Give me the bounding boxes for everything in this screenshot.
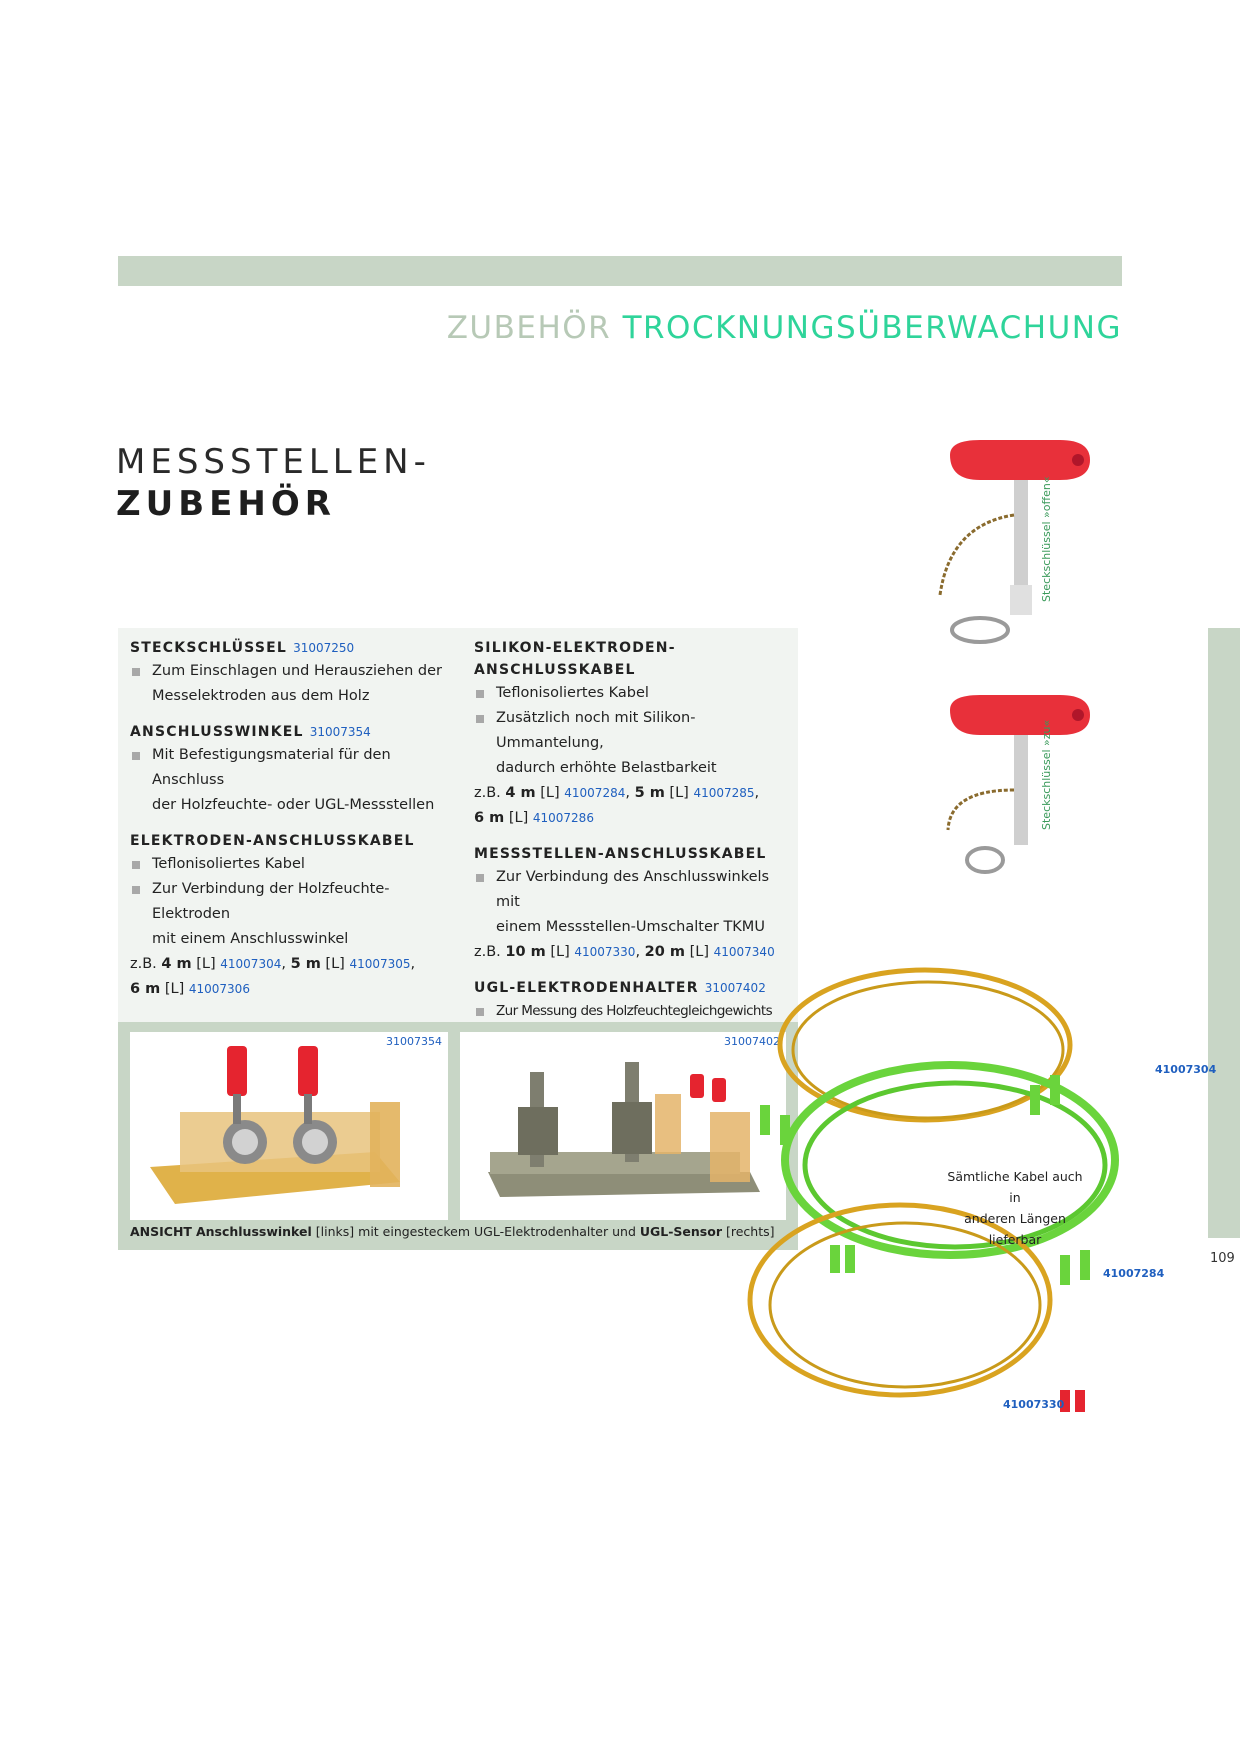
cable-note-line2: anderen Längen lieferbar <box>964 1211 1066 1247</box>
mess-b1b: einem Messstellen-Umschalter TKMU <box>496 919 765 935</box>
silikon-n1: 41007284 <box>564 786 626 800</box>
silikon-l3: 6 m <box>474 810 505 826</box>
silikon-b2b: dadurch erhöhte Belastbarkeit <box>496 760 717 776</box>
steck-b1b: Messelektroden aus dem Holz <box>152 688 370 704</box>
elek-lengths-1: z.B. 4 m [L] 41007304, 5 m [L] 41007305, <box>130 956 416 972</box>
elek-heading: ELEKTRODEN-ANSCHLUSSKABEL <box>130 833 415 849</box>
elek-bullet-2 <box>130 877 450 952</box>
top-band <box>118 256 1122 286</box>
steck-bullet <box>130 659 450 709</box>
mess-u2: [L] <box>689 944 710 960</box>
cable-label-41007284: 41007284 <box>1103 1267 1165 1280</box>
elek-bullet-1: Teflonisoliertes Kabel <box>130 852 450 877</box>
silikon-lengths-1: z.B. 4 m [L] 41007284, 5 m [L] 41007285, <box>474 785 760 801</box>
silikon-bullet-2 <box>474 706 794 781</box>
mess-bullet <box>474 865 794 940</box>
mess-l1: 10 m <box>505 944 546 960</box>
cable-note <box>940 1166 1090 1250</box>
elek-u1: [L] <box>196 956 216 972</box>
mess-b1a: Zur Verbindung des Anschlusswinkels mit <box>496 869 770 910</box>
elek-n1: 41007304 <box>220 957 282 971</box>
winkel-heading <box>130 721 450 743</box>
mess-l2: 20 m <box>644 944 685 960</box>
elek-lengths-2 <box>130 977 450 1002</box>
winkel-b1a: Mit Befestigungsmaterial für den Anschluss <box>152 747 391 788</box>
caption-links: [links] <box>315 1224 355 1239</box>
elek-l3: 6 m <box>130 981 161 997</box>
elek-l1: 4 m <box>161 956 192 972</box>
silikon-zb: z.B. <box>474 785 501 801</box>
silikon-n3: 41007286 <box>532 811 594 825</box>
photo-right-label: 31007402 <box>724 1035 780 1048</box>
winkel-b1b: der Holzfeuchte- oder UGL-Messstellen <box>152 797 435 813</box>
mess-n2: 41007340 <box>713 945 775 959</box>
silikon-b2a: Zusätzlich noch mit Silikon-Ummantelung, <box>496 710 696 751</box>
mess-lengths: z.B. 10 m [L] 41007330, 20 m [L] 41007340 <box>474 944 775 960</box>
steckschluessel-offen-label: Steckschlüssel »offen« <box>1040 476 1053 602</box>
elek-b2a: Zur Verbindung der Holzfeuchte-Elektroden <box>152 881 390 922</box>
ugl-b1a: Zur Messung des Holzfeuchtegleichgewichts <box>496 1003 773 1019</box>
mess-zb: z.B. <box>474 944 501 960</box>
winkel-title: ANSCHLUSSWINKEL <box>130 724 304 740</box>
photo-caption <box>130 1224 775 1239</box>
steck-b1a: Zum Einschlagen und Herausziehen der <box>152 663 442 679</box>
page-title-line1: MESSSTELLEN- <box>116 442 431 482</box>
caption-winkel: Anschlusswinkel <box>195 1224 312 1239</box>
photo-box <box>118 1022 798 1250</box>
silikon-u1: [L] <box>540 785 560 801</box>
silikon-l2: 5 m <box>634 785 665 801</box>
elek-u3: [L] <box>164 981 185 997</box>
silikon-bullet-1: Teflonisoliertes Kabel <box>474 681 794 706</box>
steckschluessel-offen-image <box>920 425 1120 665</box>
section-header <box>447 310 1122 346</box>
silikon-heading: SILIKON-ELEKTRODEN-ANSCHLUSSKABEL <box>474 640 676 678</box>
winkel-bullet <box>130 743 450 818</box>
steckschluessel-zu-label: Steckschlüssel »zu« <box>1040 719 1053 830</box>
mess-heading: MESSSTELLEN-ANSCHLUSSKABEL <box>474 846 767 862</box>
winkel-number: 31007354 <box>309 725 371 739</box>
steck-title: STECKSCHLÜSSEL <box>130 640 288 656</box>
caption-sensor: UGL-Sensor <box>639 1224 722 1239</box>
anschlusswinkel-image <box>130 1032 448 1220</box>
caption-mid: mit eingesteckem UGL-Elektrodenhalter und <box>358 1224 636 1239</box>
page-number: 109 <box>1210 1251 1235 1266</box>
elek-n3: 41007306 <box>188 982 250 996</box>
mess-n1: 41007330 <box>574 945 636 959</box>
mess-u1: [L] <box>550 944 570 960</box>
silikon-lengths-2 <box>474 806 794 831</box>
silikon-n2: 41007285 <box>693 786 755 800</box>
steck-number: 31007250 <box>293 641 355 655</box>
page-title-line2: ZUBEHÖR <box>116 484 336 524</box>
elek-zb: z.B. <box>130 956 157 972</box>
left-column <box>130 637 450 1002</box>
elek-n2: 41007305 <box>349 957 411 971</box>
cable-label-41007330: 41007330 <box>1003 1398 1065 1411</box>
photo-anschlusswinkel <box>130 1032 448 1220</box>
ugl-number: 31007402 <box>704 981 766 995</box>
elek-b2b: mit einem Anschlusswinkel <box>152 931 349 947</box>
elek-u2: [L] <box>325 956 345 972</box>
ugl-title: UGL-ELEKTRODENHALTER <box>474 980 699 996</box>
elek-l2: 5 m <box>290 956 321 972</box>
silikon-l1: 4 m <box>505 785 536 801</box>
header-part2: TROCKNUNGSÜBERWACHUNG <box>622 310 1122 346</box>
steck-heading <box>130 637 450 659</box>
photo-left-label: 31007354 <box>386 1035 442 1048</box>
caption-rechts: [rechts] <box>725 1224 775 1239</box>
steckschluessel-zu-image <box>920 680 1120 880</box>
silikon-u2: [L] <box>669 785 689 801</box>
caption-ansicht: ANSICHT <box>130 1224 192 1239</box>
cable-note-line1: Sämtliche Kabel auch in <box>947 1169 1083 1205</box>
silikon-u3: [L] <box>508 810 529 826</box>
header-part1: ZUBEHÖR <box>446 310 612 346</box>
cable-label-41007304: 41007304 <box>1155 1063 1217 1076</box>
